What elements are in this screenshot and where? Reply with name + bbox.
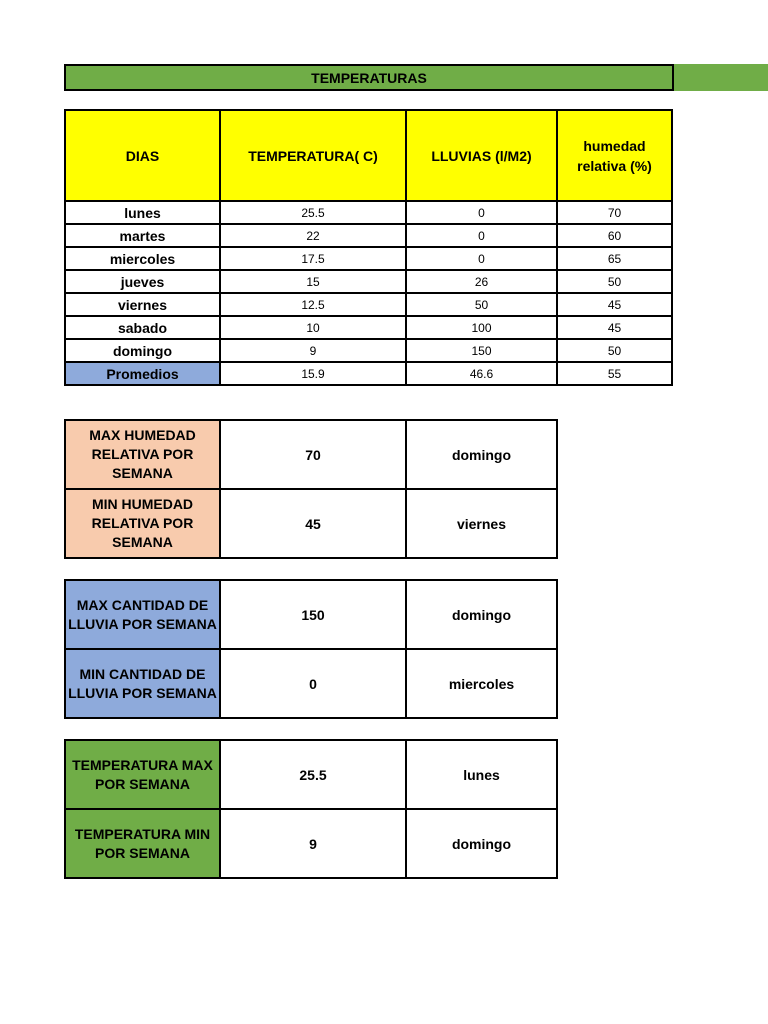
summary-row (65, 580, 557, 649)
day-cell: sabado (65, 316, 220, 339)
header-temperatura: TEMPERATURA( C) (220, 110, 406, 201)
page-title: TEMPERATURAS (64, 64, 674, 91)
header-humedad (557, 110, 672, 201)
summary-row (65, 420, 557, 489)
average-temp: 15.9 (220, 362, 406, 385)
summary-value: 0 (220, 649, 406, 718)
summary-row (65, 809, 557, 878)
average-humidity: 55 (557, 362, 672, 385)
temp-cell: 25.5 (220, 201, 406, 224)
summary-day: viernes (406, 489, 557, 558)
averages-row (65, 362, 672, 385)
averages-label: Promedios (65, 362, 220, 385)
summary-row (65, 740, 557, 809)
table-header-row (65, 110, 672, 201)
summary-label: MAX CANTIDAD DE LLUVIA POR SEMANA (65, 580, 220, 649)
summary-value: 45 (220, 489, 406, 558)
rain-cell: 150 (406, 339, 557, 362)
temperatures-table (64, 109, 673, 386)
humidity-cell: 70 (557, 201, 672, 224)
temp-cell: 17.5 (220, 247, 406, 270)
humidity-cell: 50 (557, 339, 672, 362)
summary-day: domingo (406, 420, 557, 489)
summary-day: domingo (406, 580, 557, 649)
humidity-cell: 65 (557, 247, 672, 270)
summary-label: TEMPERATURA MIN POR SEMANA (65, 809, 220, 878)
summary-value: 25.5 (220, 740, 406, 809)
day-cell: lunes (65, 201, 220, 224)
humidity-summary-table (64, 419, 558, 559)
summary-value: 150 (220, 580, 406, 649)
title-bar (64, 64, 768, 91)
summary-day: lunes (406, 740, 557, 809)
table-row (65, 316, 672, 339)
summary-day: miercoles (406, 649, 557, 718)
rain-cell: 100 (406, 316, 557, 339)
day-cell: martes (65, 224, 220, 247)
summary-label: TEMPERATURA MAX POR SEMANA (65, 740, 220, 809)
header-dias: DIAS (65, 110, 220, 201)
table-row (65, 224, 672, 247)
humidity-cell: 60 (557, 224, 672, 247)
header-humedad-label: humedad relativa (%) (577, 137, 652, 174)
summary-value: 9 (220, 809, 406, 878)
header-lluvias: LLUVIAS (l/M2) (406, 110, 557, 201)
day-cell: miercoles (65, 247, 220, 270)
day-cell: viernes (65, 293, 220, 316)
rain-cell: 0 (406, 247, 557, 270)
summary-day: domingo (406, 809, 557, 878)
temp-cell: 15 (220, 270, 406, 293)
table-row (65, 339, 672, 362)
average-rain: 46.6 (406, 362, 557, 385)
humidity-cell: 45 (557, 293, 672, 316)
table-row (65, 270, 672, 293)
rain-cell: 0 (406, 224, 557, 247)
humidity-cell: 50 (557, 270, 672, 293)
day-cell: jueves (65, 270, 220, 293)
temp-cell: 12.5 (220, 293, 406, 316)
summary-label: MIN HUMEDAD RELATIVA POR SEMANA (65, 489, 220, 558)
summary-row (65, 489, 557, 558)
table-row (65, 293, 672, 316)
temp-cell: 9 (220, 339, 406, 362)
summary-label: MIN CANTIDAD DE LLUVIA POR SEMANA (65, 649, 220, 718)
rain-cell: 50 (406, 293, 557, 316)
table-row (65, 247, 672, 270)
temp-cell: 22 (220, 224, 406, 247)
rain-cell: 26 (406, 270, 557, 293)
temp-cell: 10 (220, 316, 406, 339)
humidity-cell: 45 (557, 316, 672, 339)
day-cell: domingo (65, 339, 220, 362)
summary-row (65, 649, 557, 718)
summary-label: MAX HUMEDAD RELATIVA POR SEMANA (65, 420, 220, 489)
rain-summary-table (64, 579, 558, 719)
summary-value: 70 (220, 420, 406, 489)
table-row (65, 201, 672, 224)
temperature-summary-table (64, 739, 558, 879)
rain-cell: 0 (406, 201, 557, 224)
